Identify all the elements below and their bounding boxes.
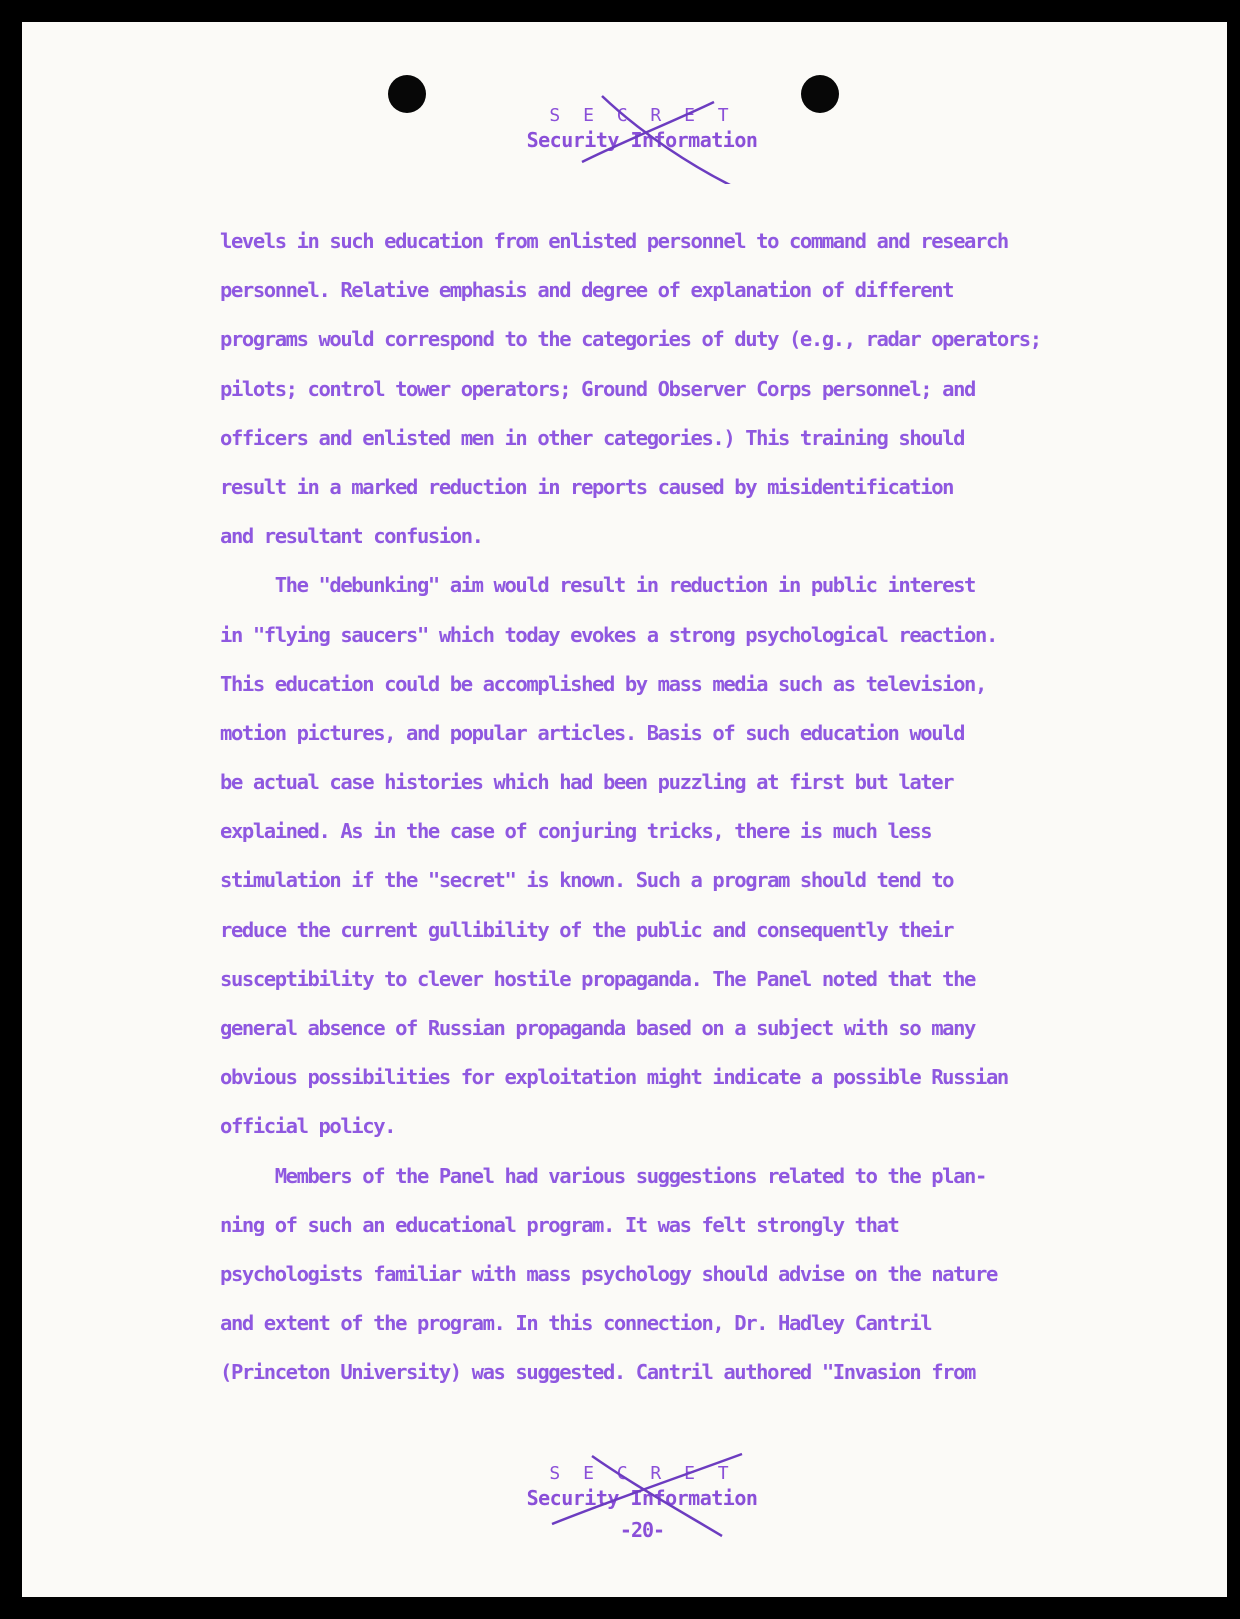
text-line: officers and enlisted men in other categories.) This training should (220, 425, 965, 450)
text-line: be actual case histories which had been puzzling at first but later (220, 770, 954, 795)
text-line: general absence of Russian propaganda based on a subject with so many (220, 1016, 976, 1040)
text-line: and extent of the program. In this connection, Dr. Hadley Cantril (220, 1311, 932, 1336)
document-body (220, 217, 1160, 1398)
text-line: obvious possibilities for exploitation might indicate a possible Russian (220, 1065, 1008, 1090)
text-line: The "debunking" aim would result in reduction in public interest (220, 573, 976, 598)
header-classification-stamp (452, 104, 832, 152)
header-security-information: Security Information (526, 128, 758, 152)
footer-security-information: Security Information (526, 1486, 758, 1510)
punch-hole-left (388, 75, 426, 113)
text-line: ning of such an educational program. It was felt strongly that (220, 1212, 899, 1237)
text-line: in "flying saucers" which today evokes a strong psychological reaction. (220, 622, 997, 647)
text-line: Members of the Panel had various suggestions related to the plan- (220, 1163, 986, 1188)
text-line: (Princeton University) was suggested. Cantril authored "Invasion from (220, 1360, 976, 1385)
text-line: stimulation if the "secret" is known. Such a program should tend to (220, 868, 954, 893)
text-line: susceptibility to clever hostile propaganda. The Panel noted that the (220, 966, 976, 991)
footer-classification: S E C R E T (549, 1463, 735, 1484)
text-line: official policy. (220, 1114, 396, 1139)
text-line: motion pictures, and popular articles. Basis of such education would (220, 720, 965, 745)
paragraph-2 (220, 561, 1160, 1151)
paragraph-1 (220, 217, 1160, 561)
text-line: pilots; control tower operators; Ground Observer Corps personnel; and (220, 376, 976, 401)
text-line: explained. As in the case of conjuring tricks, there is much less (220, 819, 932, 844)
text-line: psychologists familiar with mass psychology should advise on the nature (220, 1261, 997, 1286)
text-line: levels in such education from enlisted personnel to command and research (220, 229, 1008, 253)
text-line: and resultant confusion. (220, 524, 483, 549)
page-number: -20- (619, 1518, 665, 1542)
footer-classification-stamp (452, 1462, 832, 1542)
text-line: programs would correspond to the categories of duty (e.g., radar operators; (220, 327, 1041, 352)
text-line: result in a marked reduction in reports caused by misidentification (220, 474, 954, 499)
paragraph-3 (220, 1152, 1160, 1398)
text-line: reduce the current gullibility of the public and consequently their (220, 917, 954, 942)
text-line: This education could be accomplished by mass media such as television, (220, 671, 986, 696)
document-page (22, 22, 1227, 1597)
text-line: personnel. Relative emphasis and degree of explanation of different (220, 278, 954, 303)
header-classification: S E C R E T (549, 105, 735, 126)
